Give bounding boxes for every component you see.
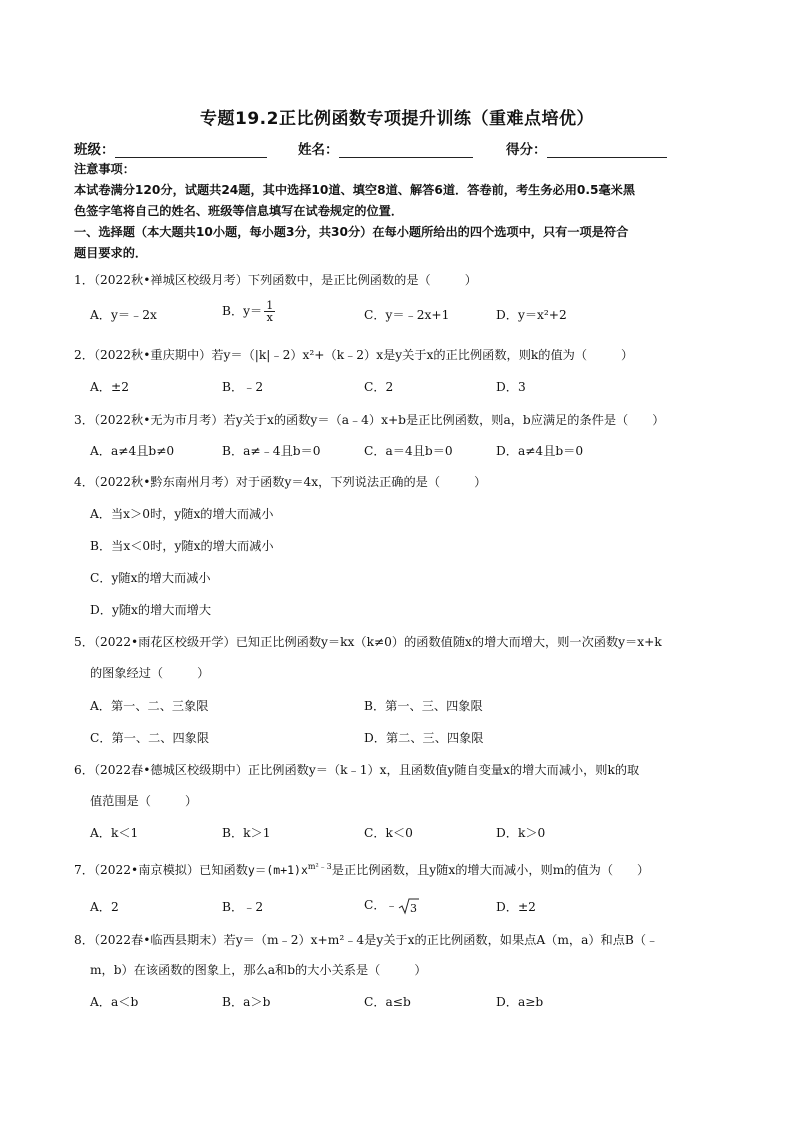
question-2-option-d[interactable]: D．3 bbox=[496, 380, 526, 394]
question-3-stem bbox=[74, 410, 734, 430]
question-3-option-a[interactable]: A．a≠4且b≠0 bbox=[90, 444, 175, 458]
question-5-stem: 5．（2022•雨花区校级开学）已知正比例函数y＝kx（k≠0）的函数值随x的增大而增大，则一次函数y＝x+k bbox=[74, 635, 662, 649]
question-5-option-a[interactable]: A．第一、二、三象限 bbox=[90, 699, 209, 713]
section-heading-line-1: 一、选择题（本大题共10小题，每小题3分，共30分）在每小题所给出的四个选项中，只有一项是符合 bbox=[74, 225, 629, 239]
question-7-option-d[interactable]: D．±2 bbox=[496, 900, 536, 914]
question-8-option-b[interactable]: B．a＞b bbox=[222, 995, 271, 1009]
section-heading-line-2: 题目要求的． bbox=[74, 246, 148, 260]
question-6-option-c[interactable]: C．k＜0 bbox=[364, 826, 413, 840]
question-6-stem-cont bbox=[90, 792, 197, 809]
question-text: 2．（2022秋•重庆期中）若y＝（|k|﹣2）x²+（k﹣2）x是y关于x的正比例函数，则k的值为（ bbox=[74, 348, 588, 362]
question-4-option-b[interactable]: B．当x＜0时，y随x的增大而减小 bbox=[90, 539, 274, 553]
student-info-line bbox=[74, 138, 714, 158]
question-7-stem bbox=[74, 860, 734, 880]
question-8-stem-cont bbox=[90, 961, 427, 978]
name-label: 姓名： bbox=[298, 142, 339, 158]
question-5-option-d[interactable]: D．第二、三、四象限 bbox=[364, 731, 484, 745]
answer-paren: ） bbox=[474, 475, 487, 489]
question-6-option-a[interactable]: A．k＜1 bbox=[90, 826, 139, 840]
page-title: 专题19.2正比例函数专项提升训练（重难点培优） bbox=[200, 109, 594, 129]
question-6-option-b[interactable]: B．k＞1 bbox=[222, 826, 271, 840]
question-4-option-d[interactable]: D．y随x的增大而增大 bbox=[90, 603, 212, 617]
notice-line-2: 色签字笔将自己的姓名、班级等信息填写在试卷规定的位置． bbox=[74, 204, 404, 218]
question-1-option-c[interactable]: C．y＝﹣2x+1 bbox=[364, 308, 450, 322]
fraction bbox=[264, 300, 275, 323]
question-7-option-b[interactable]: B．﹣2 bbox=[222, 900, 264, 914]
question-1-option-b[interactable] bbox=[222, 300, 275, 323]
question-2-stem bbox=[74, 345, 734, 365]
question-6-stem: 6．（2022春•德城区校级期中）正比例函数y＝（k﹣1）x，且函数值y随自变量x的增大而减小，则k的取 bbox=[74, 763, 640, 777]
class-blank[interactable] bbox=[115, 143, 267, 158]
question-4-option-c[interactable]: C．y随x的增大而减小 bbox=[90, 571, 211, 585]
question-text: 3．（2022秋•无为市月考）若y关于x的函数y＝（a﹣4）x+b是正比例函数，则a，b应满足的条件是（ bbox=[74, 413, 629, 427]
score-field[interactable] bbox=[506, 138, 667, 158]
question-4-stem bbox=[74, 472, 734, 492]
fraction-denominator: x bbox=[266, 311, 273, 324]
question-3-option-b[interactable]: B．a≠﹣4且b＝0 bbox=[222, 444, 321, 458]
answer-paren: ） bbox=[197, 666, 210, 680]
answer-paren: ） bbox=[621, 348, 634, 362]
class-label: 班级： bbox=[74, 142, 115, 158]
question-text: 是正比例函数，且y随x的增大而减小，则m的值为（ bbox=[331, 863, 614, 877]
question-8-option-a[interactable]: A．a＜b bbox=[90, 995, 139, 1009]
question-2-option-c[interactable]: C．2 bbox=[364, 380, 394, 394]
question-text: 1．（2022秋•禅城区校级月考）下列函数中，是正比例函数的是（ bbox=[74, 273, 431, 287]
formula-exponent: m²﹣3 bbox=[307, 861, 332, 871]
question-7-option-c[interactable] bbox=[364, 896, 420, 915]
question-3-option-d[interactable]: D．a≠4且b＝0 bbox=[496, 444, 584, 458]
question-2-option-a[interactable]: A．±2 bbox=[90, 380, 129, 394]
answer-paren: ） bbox=[652, 413, 665, 427]
question-8-option-d[interactable]: D．a≥b bbox=[496, 995, 544, 1009]
question-text: m，b）在该函数的图象上，那么a和b的大小关系是（ bbox=[90, 963, 381, 977]
score-blank[interactable] bbox=[547, 143, 667, 158]
option-text: C．﹣ bbox=[364, 898, 398, 912]
question-3-option-c[interactable]: C．a＝4且b＝0 bbox=[364, 444, 453, 458]
answer-paren: ） bbox=[184, 794, 198, 808]
sqrt-argument: 3 bbox=[409, 901, 417, 915]
question-5-stem-cont bbox=[90, 664, 209, 681]
question-1-option-a[interactable]: A．y＝﹣2x bbox=[90, 308, 157, 322]
notice-line-1: 本试卷满分120分，试题共24题，其中选择10道、填空8道、解答6道．答卷前，考生务必用0.5毫米黑 bbox=[74, 183, 636, 197]
sqrt-sign-icon bbox=[398, 897, 420, 915]
score-label: 得分： bbox=[506, 142, 547, 158]
question-text: 4．（2022秋•黔东南州月考）对于函数y＝4x，下列说法正确的是（ bbox=[74, 475, 441, 489]
question-5-option-c[interactable]: C．第一、二、四象限 bbox=[90, 731, 210, 745]
question-8-option-c[interactable]: C．a≤b bbox=[364, 995, 411, 1009]
answer-paren: ） bbox=[637, 863, 650, 877]
question-5-option-b[interactable]: B．第一、三、四象限 bbox=[364, 699, 483, 713]
answer-paren: ） bbox=[464, 273, 477, 287]
question-text: 7．（2022•南京模拟）已知函数 bbox=[74, 863, 248, 877]
question-1-stem bbox=[74, 270, 734, 290]
fraction-numerator: 1 bbox=[266, 299, 274, 312]
question-4-option-a[interactable]: A．当x＞0时，y随x的增大而减小 bbox=[90, 507, 274, 521]
notice-heading: 注意事项： bbox=[74, 162, 135, 176]
name-field[interactable] bbox=[298, 138, 473, 158]
option-text: B．y＝ bbox=[222, 304, 263, 318]
question-text: 的图象经过（ bbox=[90, 666, 164, 680]
question-1-option-d[interactable]: D．y＝x²+2 bbox=[496, 308, 567, 322]
name-blank[interactable] bbox=[339, 143, 473, 158]
question-8-stem: 8．（2022春•临西县期末）若y＝（m﹣2）x+m²﹣4是y关于x的正比例函数，如果点A（m，a）和点B（﹣ bbox=[74, 933, 659, 947]
answer-paren: ） bbox=[414, 963, 427, 977]
question-text: 值范围是（ bbox=[90, 794, 151, 808]
question-7-option-a[interactable]: A．2 bbox=[90, 900, 119, 914]
question-2-option-b[interactable]: B．﹣2 bbox=[222, 380, 264, 394]
class-field[interactable] bbox=[74, 138, 267, 158]
question-6-option-d[interactable]: D．k＞0 bbox=[496, 826, 546, 840]
formula-base: y＝(m+1)x bbox=[247, 863, 308, 877]
